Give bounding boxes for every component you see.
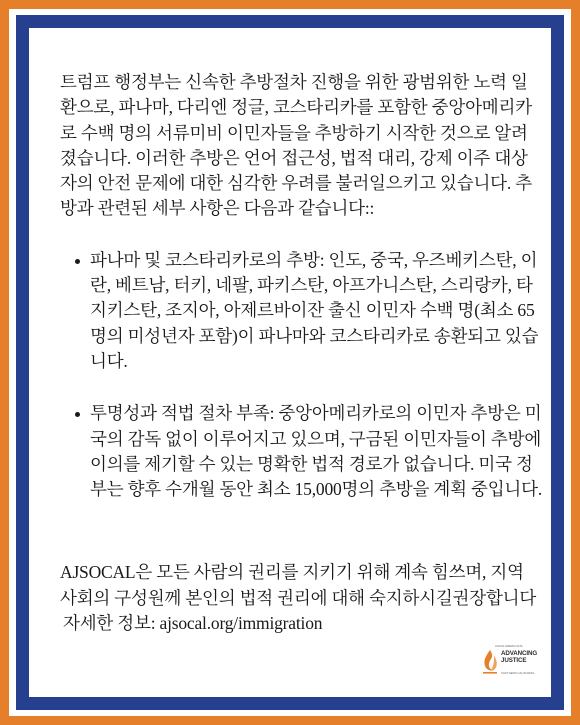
bullet-icon	[75, 412, 80, 417]
logo-subtitle: SOUTHERN CALIFORNIA	[501, 671, 535, 675]
logo-line-2: JUSTICE	[501, 656, 527, 664]
intro-paragraph: 트럼프 행정부는 신속한 추방절차 진행을 위한 광범위한 노력 일환으로, 파나마, 다리엔 정글, 코스타리카를 포함한 중앙아메리카로 수백 명의 서류미비 이민자들을 추방하기 시작한 것으로 알려졌습니다. 이러한 추방은 언어 접근성, 법적 대리, 강제 이주 대상자의 안전 문제에 대한 심각한 우려를 불러일으키고 있습니다. 추방과 관련된 세부 사항은 다음과 같습니다::	[60, 72, 532, 219]
document-body	[60, 70, 542, 636]
bullet-text: 파나마 및 코스타리카로의 추방: 인도, 중국, 우즈베키스탄, 이란, 베트남, 터키, 네팔, 파키스탄, 아프가니스탄, 스리랑카, 타지키스탄, 조지아, 아제르바이잔 출신 이민자 수백 명(최소 65명의 미성년자 포함)이 파나마와 코스타리카로 송환되고 있습니다.	[90, 249, 539, 371]
logo-line-1: ADVANCING	[501, 650, 538, 657]
logo-wordmark	[501, 651, 541, 664]
flame-logo-icon	[480, 648, 500, 676]
list-item	[60, 401, 542, 502]
list-item	[60, 248, 542, 374]
bullet-icon	[75, 259, 80, 264]
logo-top-text: ASIAN AMERICANS	[495, 644, 523, 648]
ajsocal-logo	[480, 645, 540, 685]
closing-paragraph: AJSOCAL은 모든 사람의 권리를 지키기 위해 계속 힘쓰며, 지역 사회의 구성원께 본인의 법적 권리에 대해 숙지하시길권장합니다	[60, 562, 537, 608]
bullet-text: 투명성과 적법 절차 부족: 중앙아메리카로의 이민자 추방은 미국의 감독 없이 이루어지고 있으며, 구금된 이민자들이 추방에 이의를 제기할 수 있는 명확한 법적 경로가 없습니다. 미국 정부는 향후 수개월 동안 최소 15,000명의 추방을 계획 중입니다.	[90, 403, 543, 500]
more-info-line: 자세한 정보: ajsocal.org/immigration	[63, 613, 323, 634]
detail-list	[60, 248, 542, 503]
